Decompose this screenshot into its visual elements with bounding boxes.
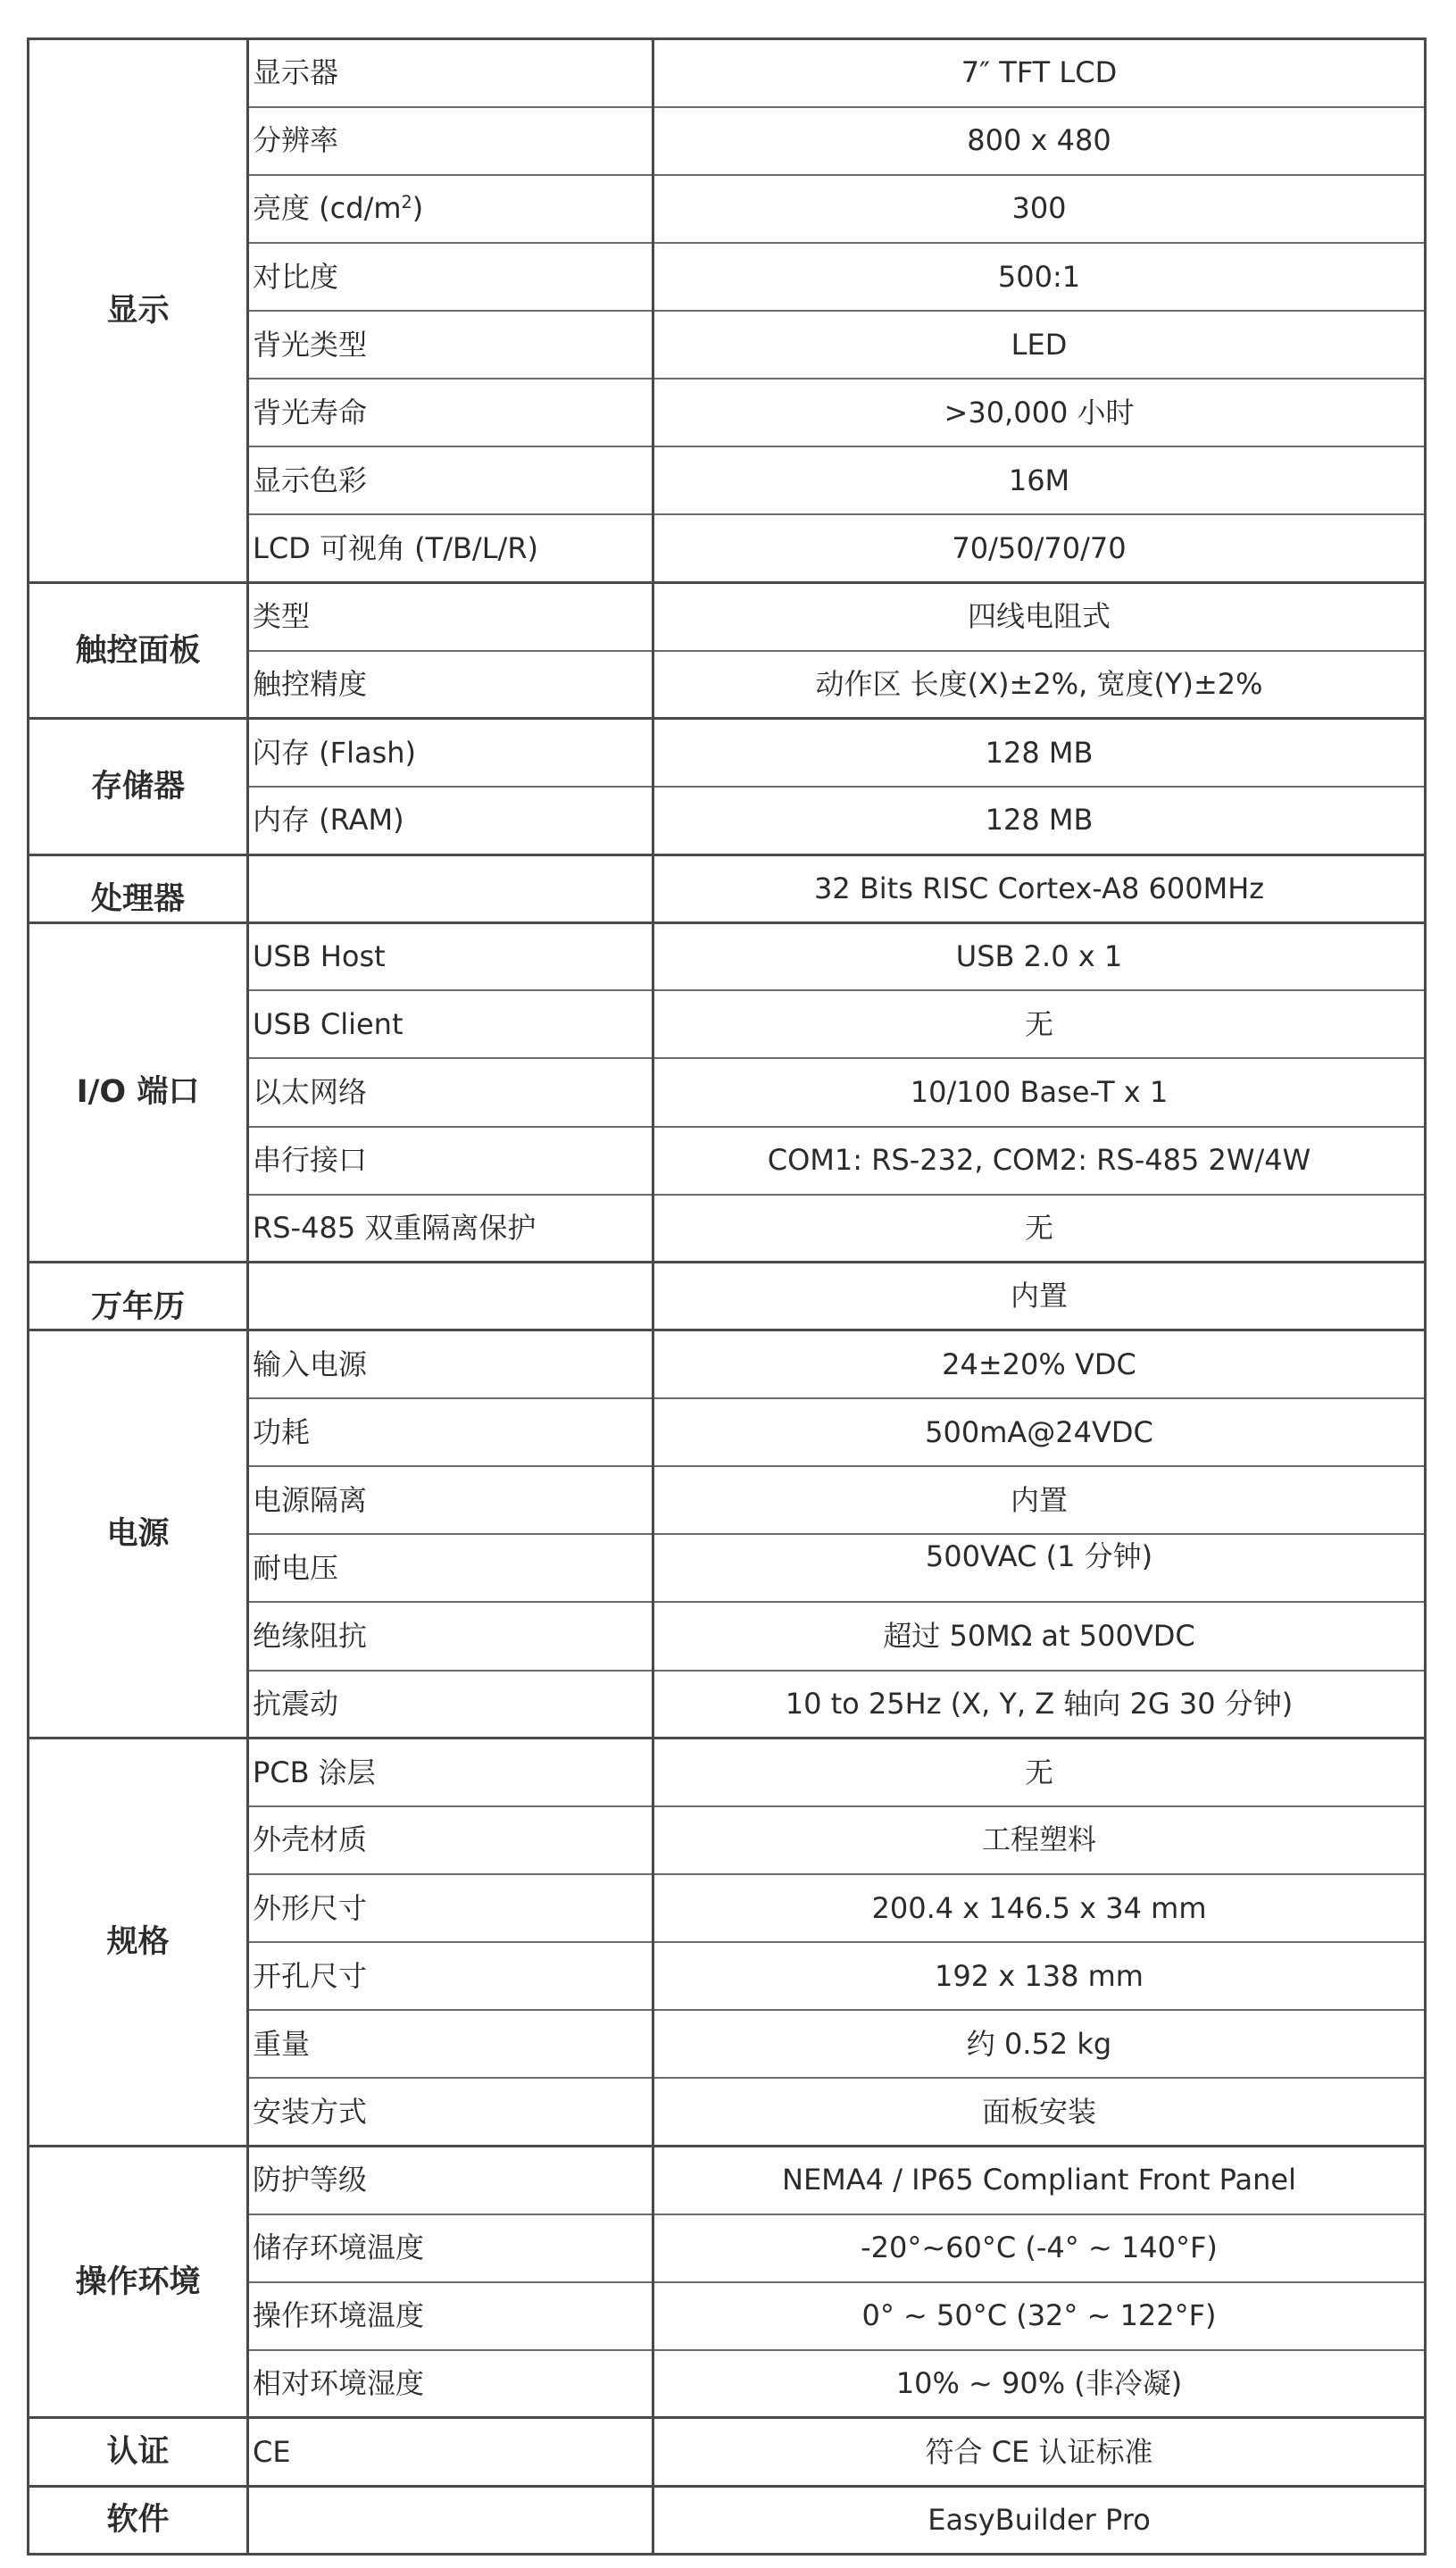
spec-value: 无 <box>653 1738 1426 1806</box>
spec-value: 0° ~ 50°C (32° ~ 122°F) <box>653 2282 1426 2350</box>
item-label: 绝缘阻抗 <box>248 1602 653 1670</box>
item-label <box>248 1263 653 1330</box>
item-label: 背光寿命 <box>248 379 653 446</box>
spec-value: 无 <box>653 990 1426 1058</box>
spec-value: 超过 50MΩ at 500VDC <box>653 1602 1426 1670</box>
spec-row <box>29 2418 1426 2486</box>
item-label <box>248 2486 653 2555</box>
item-label: 相对环境湿度 <box>248 2350 653 2418</box>
spec-value: 面板安装 <box>653 2078 1426 2146</box>
spec-value: -20°~60°C (-4° ~ 140°F) <box>653 2214 1426 2282</box>
item-label: 操作环境温度 <box>248 2282 653 2350</box>
spec-value: 内置 <box>653 1263 1426 1330</box>
spec-value: 32 Bits RISC Cortex-A8 600MHz <box>653 855 1426 922</box>
spec-row <box>29 583 1426 651</box>
spec-value: 24±20% VDC <box>653 1330 1426 1398</box>
item-label: 抗震动 <box>248 1671 653 1738</box>
spec-value: EasyBuilder Pro <box>653 2486 1426 2555</box>
spec-row <box>29 1738 1426 1806</box>
spec-row <box>29 922 1426 990</box>
spec-value: 内置 <box>653 1466 1426 1534</box>
item-label: 内存 (RAM) <box>248 787 653 855</box>
category-cell: 存储器 <box>29 719 248 855</box>
spec-value: 16M <box>653 446 1426 514</box>
item-label: RS-485 双重隔离保护 <box>248 1195 653 1263</box>
category-cell: 规格 <box>29 1738 248 2147</box>
item-label: 重量 <box>248 2010 653 2078</box>
spec-value: 动作区 长度(X)±2%, 宽度(Y)±2% <box>653 651 1426 719</box>
spec-row <box>29 1263 1426 1330</box>
spec-value: 800 x 480 <box>653 107 1426 175</box>
spec-row <box>29 2486 1426 2555</box>
spec-value: 约 0.52 kg <box>653 2010 1426 2078</box>
spec-value: 四线电阻式 <box>653 583 1426 651</box>
category-cell: 电源 <box>29 1330 248 1738</box>
spec-value: 工程塑料 <box>653 1806 1426 1874</box>
item-label-superscript: 2 <box>401 191 412 213</box>
spec-value: 70/50/70/70 <box>653 514 1426 582</box>
spec-value: 10/100 Base-T x 1 <box>653 1058 1426 1126</box>
item-label: 显示色彩 <box>248 446 653 514</box>
item-label: 对比度 <box>248 243 653 311</box>
item-label: 串行接口 <box>248 1127 653 1195</box>
spec-row <box>29 39 1426 107</box>
item-label-text: 亮度 (cd/m <box>253 191 402 226</box>
spec-value: 无 <box>653 1195 1426 1263</box>
item-label: 储存环境温度 <box>248 2214 653 2282</box>
item-label: CE <box>248 2418 653 2486</box>
item-label: PCB 涂层 <box>248 1738 653 1806</box>
item-label: 显示器 <box>248 39 653 107</box>
spec-value: 7″ TFT LCD <box>653 39 1426 107</box>
spec-value: 128 MB <box>653 719 1426 787</box>
item-label: 防护等级 <box>248 2146 653 2214</box>
spec-value: 10 to 25Hz (X, Y, Z 轴向 2G 30 分钟) <box>653 1671 1426 1738</box>
spec-value: NEMA4 / IP65 Compliant Front Panel <box>653 2146 1426 2214</box>
spec-table <box>27 38 1427 2555</box>
spec-row <box>29 719 1426 787</box>
item-label <box>248 855 653 922</box>
spec-value: 300 <box>653 175 1426 243</box>
item-label: 类型 <box>248 583 653 651</box>
item-label: 功耗 <box>248 1398 653 1466</box>
spec-value: 500VAC (1 分钟) <box>653 1534 1426 1602</box>
item-label: 耐电压 <box>248 1534 653 1602</box>
item-label: 电源隔离 <box>248 1466 653 1534</box>
item-label: USB Client <box>248 990 653 1058</box>
item-label: 闪存 (Flash) <box>248 719 653 787</box>
spec-value: LED <box>653 311 1426 379</box>
spec-table-body <box>29 39 1426 2555</box>
spec-value: 500mA@24VDC <box>653 1398 1426 1466</box>
item-label: 分辨率 <box>248 107 653 175</box>
item-label: 安装方式 <box>248 2078 653 2146</box>
item-label: LCD 可视角 (T/B/L/R) <box>248 514 653 582</box>
item-label: 以太网络 <box>248 1058 653 1126</box>
spec-row <box>29 855 1426 922</box>
item-label-tail: ) <box>412 191 424 226</box>
spec-value: 200.4 x 146.5 x 34 mm <box>653 1874 1426 1942</box>
item-label: 触控精度 <box>248 651 653 719</box>
spec-value: 符合 CE 认证标准 <box>653 2418 1426 2486</box>
spec-value: COM1: RS-232, COM2: RS-485 2W/4W <box>653 1127 1426 1195</box>
category-cell: 触控面板 <box>29 583 248 719</box>
spec-row <box>29 2146 1426 2214</box>
item-label: USB Host <box>248 922 653 990</box>
spec-value: 500:1 <box>653 243 1426 311</box>
category-cell: I/O 端口 <box>29 922 248 1263</box>
item-label: 外形尺寸 <box>248 1874 653 1942</box>
category-cell: 操作环境 <box>29 2146 248 2418</box>
category-cell: 处理器 <box>29 855 248 922</box>
spec-value: 10% ~ 90% (非冷凝) <box>653 2350 1426 2418</box>
spec-value: USB 2.0 x 1 <box>653 922 1426 990</box>
item-label <box>248 175 653 243</box>
spec-value: 192 x 138 mm <box>653 1942 1426 2010</box>
spec-value: >30,000 小时 <box>653 379 1426 446</box>
category-cell: 万年历 <box>29 1263 248 1330</box>
spec-value: 128 MB <box>653 787 1426 855</box>
item-label: 背光类型 <box>248 311 653 379</box>
item-label: 开孔尺寸 <box>248 1942 653 2010</box>
spec-row <box>29 1330 1426 1398</box>
item-label: 输入电源 <box>248 1330 653 1398</box>
item-label: 外壳材质 <box>248 1806 653 1874</box>
category-cell: 显示 <box>29 39 248 583</box>
category-cell: 认证 <box>29 2418 248 2486</box>
category-cell: 软件 <box>29 2486 248 2555</box>
